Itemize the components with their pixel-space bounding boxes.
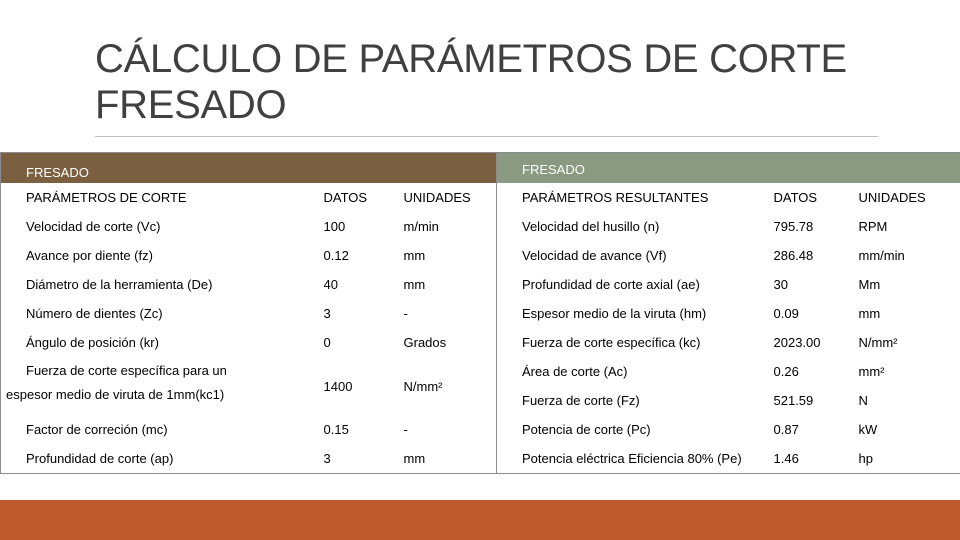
column-header: PARÁMETROS RESULTANTES <box>522 190 709 205</box>
param-unit: - <box>403 306 408 321</box>
param-name-line1: Fuerza de corte específica para un <box>26 363 227 378</box>
table-header: FRESADO <box>26 164 89 180</box>
param-value: 40 <box>323 277 338 292</box>
result-value: 30 <box>773 277 788 292</box>
slide-title-line2: FRESADO <box>95 83 287 127</box>
result-parameters-table <box>496 152 960 474</box>
result-value: 795.78 <box>773 219 814 234</box>
table-row <box>1 415 497 444</box>
result-value: 286.48 <box>773 248 814 263</box>
param-value: 3 <box>323 451 331 466</box>
param-value: 100 <box>323 219 346 234</box>
result-name: Espesor medio de la viruta (hm) <box>522 306 707 321</box>
result-name: Área de corte (Ac) <box>522 364 628 379</box>
param-name: Avance por diente (fz) <box>26 248 153 263</box>
table-row <box>1 212 497 241</box>
table-row <box>497 212 960 241</box>
result-name: Velocidad de avance (Vf) <box>522 248 667 263</box>
table-row <box>497 386 960 415</box>
result-unit: N <box>858 393 868 408</box>
result-name: Fuerza de corte específica (kc) <box>522 335 701 350</box>
column-header-row <box>1 183 497 212</box>
param-value: 3 <box>323 306 331 321</box>
param-value: 0.15 <box>323 422 349 437</box>
param-name: Profundidad de corte (ap) <box>26 451 174 466</box>
result-name: Velocidad del husillo (n) <box>522 219 660 234</box>
column-header: PARÁMETROS DE CORTE <box>26 190 187 205</box>
result-value: 0.09 <box>773 306 799 321</box>
footer-band <box>0 500 960 540</box>
param-unit: mm <box>403 277 426 292</box>
param-unit: N/mm² <box>403 378 443 394</box>
result-unit: RPM <box>858 219 888 234</box>
table-row <box>1 328 497 357</box>
result-value: 0.26 <box>773 364 799 379</box>
column-header: UNIDADES <box>858 190 926 205</box>
result-unit: N/mm² <box>858 335 898 350</box>
param-value: 1400 <box>323 378 353 394</box>
table-row <box>497 328 960 357</box>
result-unit: Mm <box>858 277 881 292</box>
param-value: 0.12 <box>323 248 349 263</box>
result-value: 2023.00 <box>773 335 821 350</box>
param-unit: - <box>403 422 408 437</box>
param-name <box>1 357 324 415</box>
table-row <box>1 357 497 415</box>
table-row <box>497 415 960 444</box>
result-unit: mm² <box>858 364 885 379</box>
table-row <box>1 241 497 270</box>
table-header-band <box>497 153 960 184</box>
param-name: Diámetro de la herramienta (De) <box>26 277 213 292</box>
param-name: Factor de correción (mc) <box>26 422 168 437</box>
table-header-band <box>1 153 497 184</box>
result-unit: mm <box>858 306 881 321</box>
param-value: 0 <box>323 335 331 350</box>
table-row <box>1 299 497 328</box>
column-header: DATOS <box>323 190 368 205</box>
input-parameters-table <box>0 152 497 474</box>
result-unit: kW <box>858 422 878 437</box>
param-name: Número de dientes (Zc) <box>26 306 163 321</box>
result-name: Fuerza de corte (Fz) <box>522 393 640 408</box>
result-value: 1.46 <box>773 451 799 466</box>
column-header: DATOS <box>773 190 818 205</box>
param-unit: Grados <box>403 335 447 350</box>
result-unit: hp <box>858 451 873 466</box>
result-name: Potencia de corte (Pc) <box>522 422 651 437</box>
param-unit: mm <box>403 248 426 263</box>
result-unit: mm/min <box>858 248 905 263</box>
param-unit: m/min <box>403 219 439 234</box>
title-divider <box>95 136 878 137</box>
column-header-row <box>497 183 960 212</box>
result-value: 521.59 <box>773 393 814 408</box>
param-name: Ángulo de posición (kr) <box>26 335 159 350</box>
table-row <box>1 270 497 299</box>
column-header: UNIDADES <box>403 190 471 205</box>
table-row <box>1 444 497 474</box>
result-name: Potencia eléctrica Eficiencia 80% (Pe) <box>522 451 742 466</box>
table-header: FRESADO <box>522 161 585 177</box>
table-row <box>497 270 960 299</box>
table-row <box>497 299 960 328</box>
table-row <box>497 357 960 386</box>
param-name: Velocidad de corte (Vc) <box>26 219 161 234</box>
table-row <box>497 241 960 270</box>
param-name-line2: espesor medio de viruta de 1mm(kc1) <box>6 387 225 402</box>
slide-title-line1: CÁLCULO DE PARÁMETROS DE CORTE <box>95 37 847 81</box>
param-unit: mm <box>403 451 426 466</box>
slide-title <box>95 36 895 128</box>
result-value: 0.87 <box>773 422 799 437</box>
table-row <box>497 444 960 474</box>
result-name: Profundidad de corte axial (ae) <box>522 277 700 292</box>
